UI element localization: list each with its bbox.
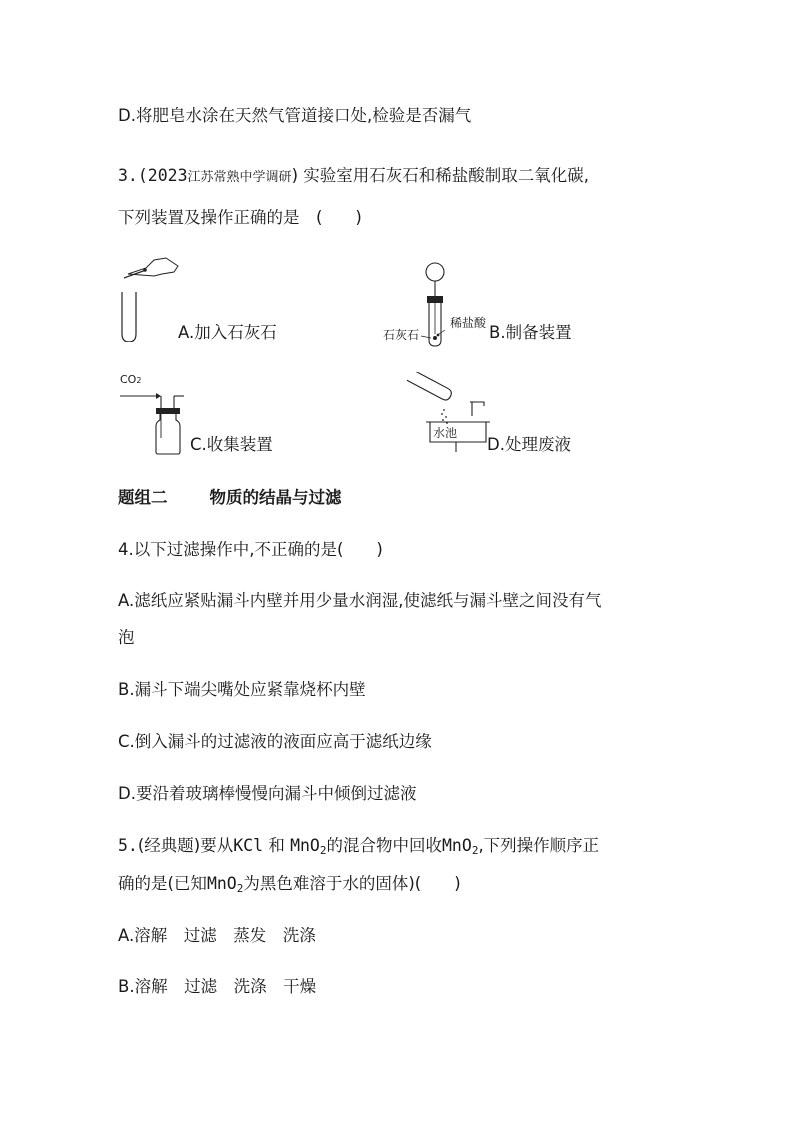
mno2-subscript: 2 <box>319 844 327 857</box>
q5-stem-1b: 和 <box>268 836 285 855</box>
q4-option-b: B.漏斗下端尖嘴处应紧靠烧杯内壁 <box>118 680 366 699</box>
q5-option-b: B.溶解 过滤 洗涤 干燥 <box>118 977 317 996</box>
q3-stem-line-1 <box>118 165 589 189</box>
group-2-heading <box>118 487 342 509</box>
mno2-base: MnO <box>206 874 237 893</box>
q5-stem-1d: ,下列操作顺序正 <box>478 836 600 855</box>
q2-option-d: D.将肥皂水涂在天然气管道接口处,检验是否漏气 <box>118 106 472 125</box>
q5-option-a: A.溶解 过滤 蒸发 洗涤 <box>118 926 316 945</box>
test-tube-icon <box>122 292 136 342</box>
mno2-formula-2 <box>442 836 478 855</box>
q5-stem-1c: 的混合物中回收 <box>326 836 442 855</box>
label-co2 <box>120 374 141 387</box>
q3-option-d: D.处理废液 <box>487 435 571 454</box>
q5-stem-2b: 为黑色难溶于水的固体)( ) <box>243 874 461 893</box>
co2-subscript: 2 <box>136 376 142 385</box>
q4-option-d: D.要沿着玻璃棒慢慢向漏斗中倾倒过滤液 <box>118 784 417 803</box>
q5-stem-1a: (经典题)要从 <box>137 836 234 855</box>
mno2-formula-3 <box>207 874 243 893</box>
mno2-formula-1 <box>290 836 326 855</box>
kcl-formula: KCl <box>233 836 264 855</box>
label-sink: 水池 <box>433 426 458 440</box>
q4-option-c: C.倒入漏斗的过滤液的液面应高于滤纸边缘 <box>118 732 432 751</box>
figure-collection-device <box>118 376 188 456</box>
q3-source-close: ) <box>291 166 298 185</box>
mno2-subscript: 2 <box>236 882 244 895</box>
q3-source-name: 江苏常熟中学调研 <box>187 170 292 185</box>
q3-stem-2: 下列装置及操作正确的是 ( ) <box>118 208 362 227</box>
q5-stem-2a: 确的是(已知 <box>118 874 207 893</box>
group-2-title: 物质的结晶与过滤 <box>209 488 342 507</box>
co2-prefix: CO <box>120 373 137 386</box>
group-2-label: 题组二 <box>118 488 168 507</box>
q3-option-a: A.加入石灰石 <box>178 323 277 342</box>
label-dilute-hcl: 稀盐酸 <box>450 316 487 330</box>
q5-number: 5. <box>118 836 138 855</box>
q5-stem-line-1 <box>118 835 599 862</box>
q3-number: 3. <box>118 166 138 185</box>
q4-stem: 4.以下过滤操作中,不正确的是( ) <box>118 540 383 559</box>
q3-source-open: (2023 <box>137 166 188 185</box>
q3-option-c: C.收集装置 <box>190 435 273 454</box>
q5-stem-line-2 <box>118 873 461 900</box>
label-limestone: 石灰石 <box>383 328 420 342</box>
figure-waste-disposal <box>400 372 490 454</box>
mno2-base: MnO <box>442 836 472 855</box>
q4-option-a-line-2: 泡 <box>118 628 135 647</box>
q3-stem-1: 实验室用石灰石和稀盐酸制取二氧化碳, <box>303 166 589 185</box>
q4-option-a-line-1: A.滤纸应紧贴漏斗内壁并用少量水润湿,使滤纸与漏斗壁之间没有气 <box>118 591 602 610</box>
q3-option-b: B.制备装置 <box>489 323 572 342</box>
mno2-base: MnO <box>290 836 320 855</box>
mno2-subscript: 2 <box>471 844 479 857</box>
